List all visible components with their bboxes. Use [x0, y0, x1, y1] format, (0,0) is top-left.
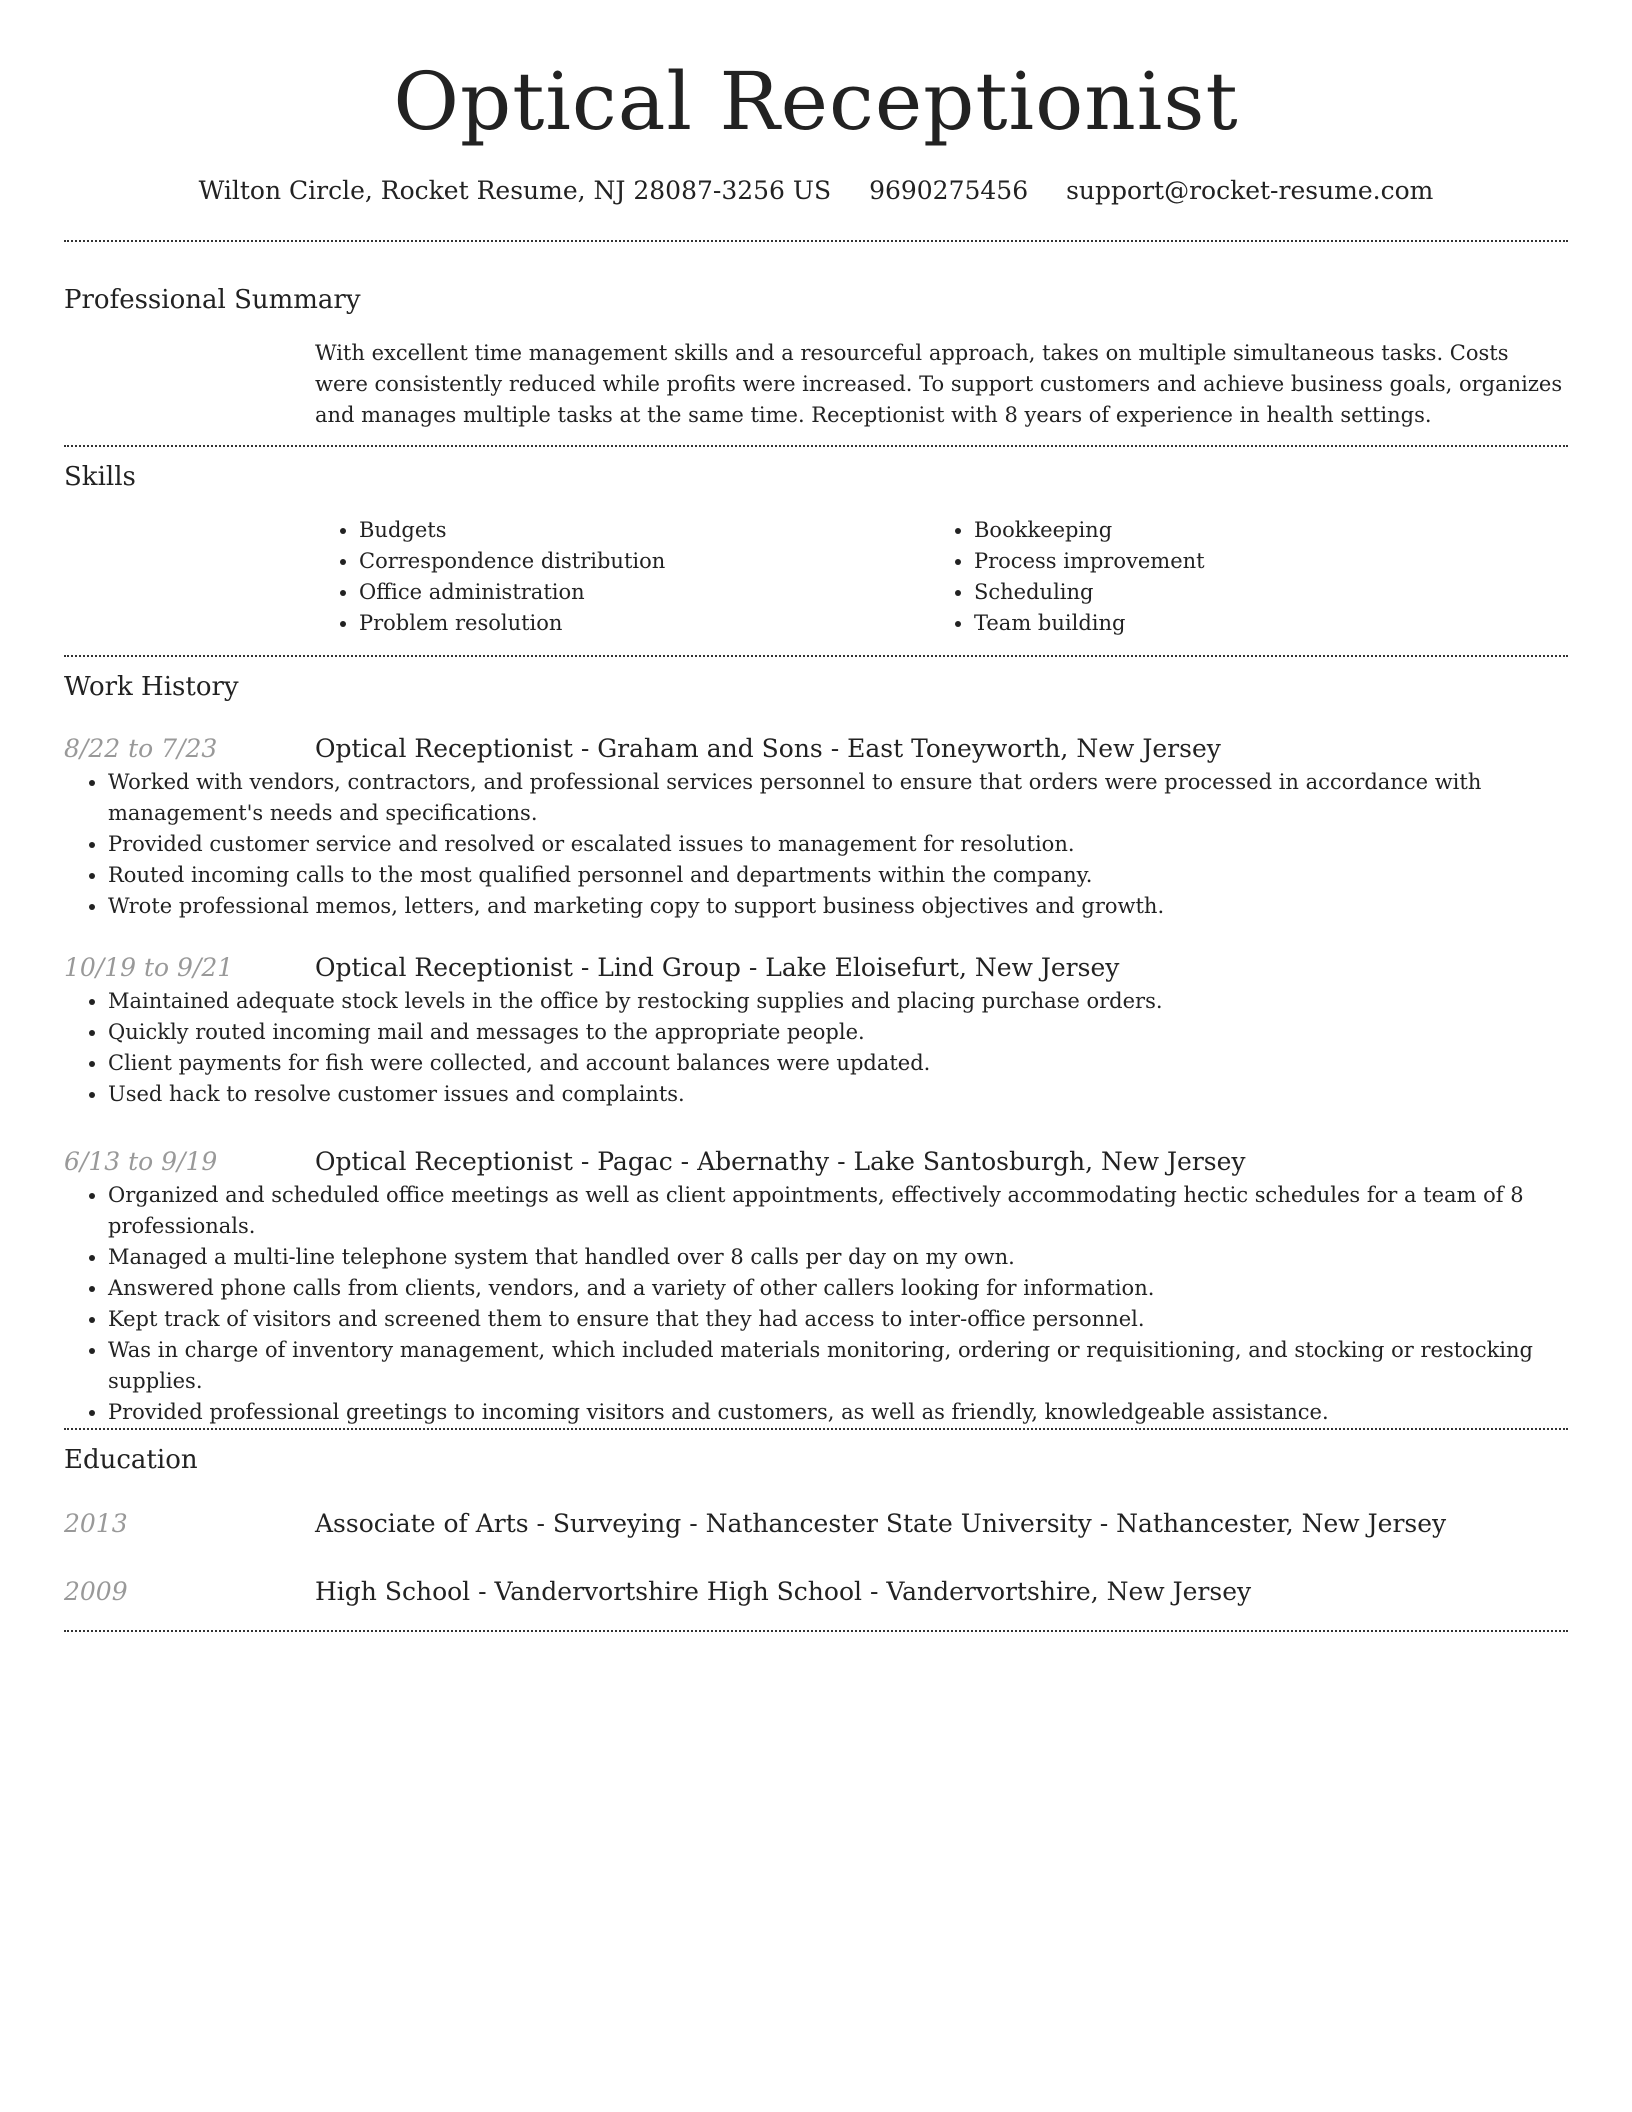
skill-item: • Budgets: [359, 515, 930, 546]
skill-item: • Office administration: [359, 577, 930, 608]
job-dates: 10/19 to 9/21: [64, 953, 234, 982]
job-title: Optical Receptionist - Graham and Sons - East Toneyworth, New Jersey: [315, 734, 1221, 763]
education-degree: Associate of Arts - Surveying - Nathancester State University - Nathancester, New Jersey: [315, 1509, 1447, 1538]
job-title: Optical Receptionist - Pagac - Abernathy - Lake Santosburgh, New Jersey: [315, 1147, 1246, 1176]
section-title-summary: Professional Summary: [64, 285, 361, 315]
job-title: Optical Receptionist - Lind Group - Lake Eloisefurt, New Jersey: [315, 953, 1120, 982]
divider: [64, 1428, 1568, 1430]
section-title-education: Education: [64, 1445, 198, 1475]
candidate-name: Optical Receptionist: [393, 55, 1239, 148]
education-degree: High School - Vandervortshire High School - Vandervortshire, New Jersey: [315, 1577, 1252, 1606]
skill-item: • Correspondence distribution: [359, 546, 930, 577]
education-year: 2009: [64, 1577, 128, 1606]
skill-item: • Problem resolution: [359, 608, 930, 639]
job-header: [64, 950, 1568, 986]
skills-column-left: [315, 515, 930, 639]
job-duty: • Kept track of visitors and screened them to ensure that they had access to inter-office personnel.: [108, 1304, 1568, 1335]
job-duty: • Wrote professional memos, letters, and marketing copy to support business objectives and growth.: [108, 891, 1568, 922]
job-duties: [64, 1180, 1568, 1428]
job-duty: • Client payments for fish were collected, and account balances were updated.: [108, 1048, 1568, 1079]
job-header: [64, 731, 1568, 767]
job-duty: • Organized and scheduled office meetings as well as client appointments, effectively accommodating hectic schedules for a team of 8 professionals.: [108, 1180, 1568, 1242]
section-title-work-history: Work History: [64, 672, 239, 702]
job-dates: 6/13 to 9/19: [64, 1147, 218, 1176]
divider: [64, 1630, 1568, 1632]
education-entry: [64, 1506, 1568, 1542]
skill-item: • Scheduling: [974, 577, 1530, 608]
job-duty: • Answered phone calls from clients, vendors, and a variety of other callers looking for information.: [108, 1273, 1568, 1304]
job-duty: • Managed a multi-line telephone system that handled over 8 calls per day on my own.: [108, 1242, 1568, 1273]
job-header: [64, 1144, 1568, 1180]
email-address: support@rocket-resume.com: [1066, 176, 1434, 205]
job-duties: [64, 767, 1568, 922]
job-duty: • Quickly routed incoming mail and messages to the appropriate people.: [108, 1017, 1568, 1048]
section-title-skills: Skills: [64, 462, 136, 492]
job-duty: • Routed incoming calls to the most qualified personnel and departments within the company.: [108, 860, 1568, 891]
skills-list: [315, 515, 1568, 639]
divider: [64, 655, 1568, 657]
job-duty: • Was in charge of inventory management, which included materials monitoring, ordering or requisitioning, and stocking or restocking supplies.: [108, 1335, 1568, 1397]
skills-column-right: [930, 515, 1530, 639]
job-duty: • Worked with vendors, contractors, and professional services personnel to ensure that orders were processed in accordance with management's needs and specifications.: [108, 767, 1568, 829]
resume-header: [64, 0, 1568, 208]
summary-text: With excellent time management skills and a resourceful approach, takes on multiple simultaneous tasks. Costs were consistently reduced while profits were increased. To support customers and achieve business goals, organizes and manages multiple tasks at the same time. Receptionist with 8 years of experience in health settings.: [315, 341, 1563, 427]
divider: [64, 445, 1568, 447]
skill-item: • Process improvement: [974, 546, 1530, 577]
job-dates: 8/22 to 7/23: [64, 734, 218, 763]
job-duty: • Provided professional greetings to incoming visitors and customers, as well as friendly, knowledgeable assistance.: [108, 1397, 1568, 1428]
job-duties: [64, 986, 1568, 1110]
job-duty: • Provided customer service and resolved or escalated issues to management for resolution.: [108, 829, 1568, 860]
skill-item: • Bookkeeping: [974, 515, 1530, 546]
divider: [64, 240, 1568, 242]
address: Wilton Circle, Rocket Resume, NJ 28087-3256 US: [198, 176, 832, 205]
contact-line: [64, 174, 1568, 208]
phone-number: 9690275456: [869, 176, 1029, 205]
job-entry: [64, 1144, 1568, 1428]
job-entry: [64, 731, 1568, 922]
education-year: 2013: [64, 1509, 128, 1538]
job-entry: [64, 950, 1568, 1110]
job-duty: • Maintained adequate stock levels in the office by restocking supplies and placing purchase orders.: [108, 986, 1568, 1017]
education-entry: [64, 1574, 1568, 1610]
job-duty: • Used hack to resolve customer issues and complaints.: [108, 1079, 1568, 1110]
skill-item: • Team building: [974, 608, 1530, 639]
